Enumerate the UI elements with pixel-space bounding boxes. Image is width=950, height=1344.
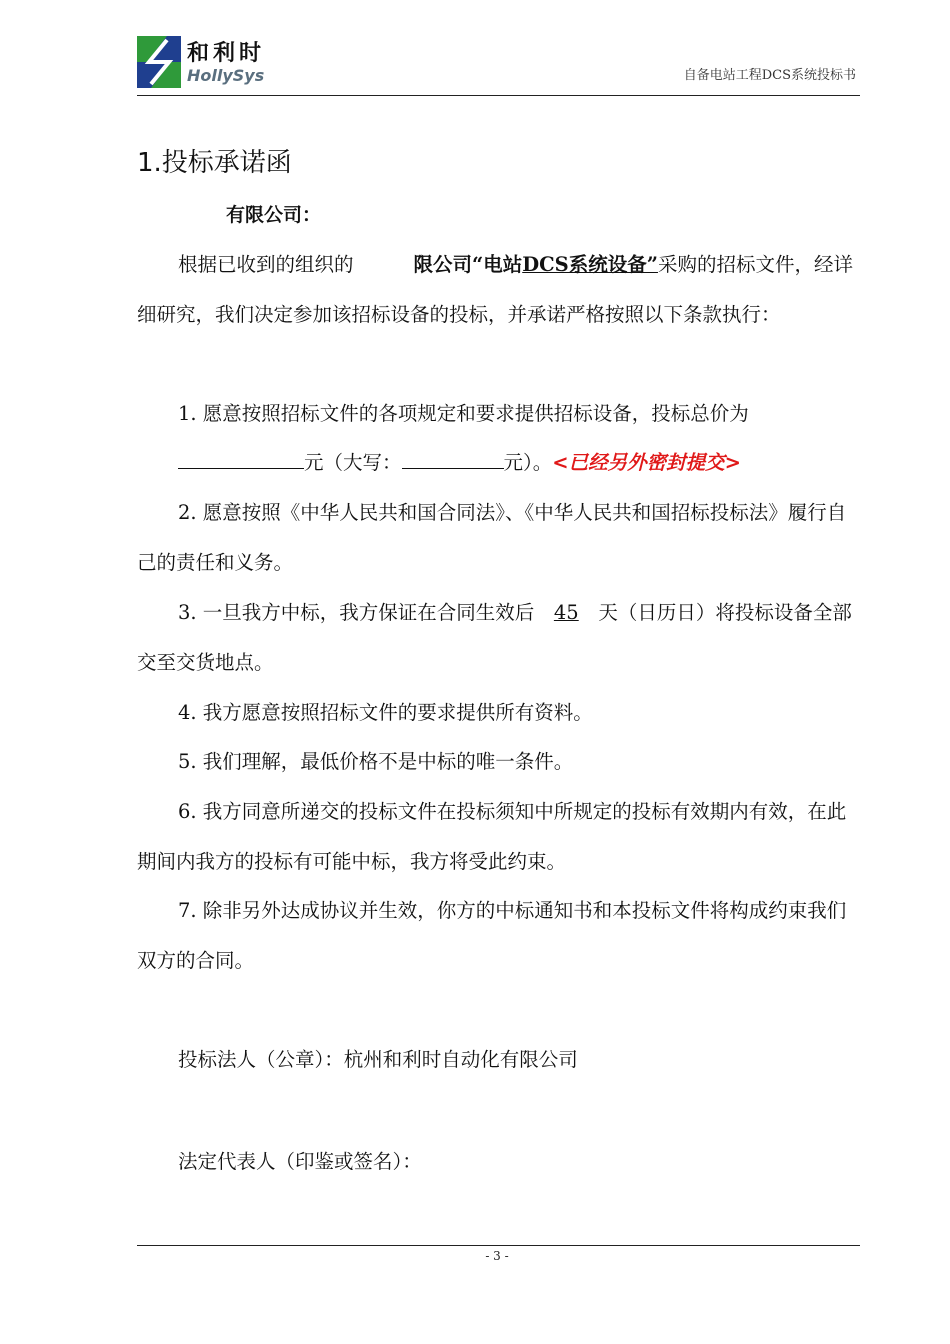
item-1-unit2: 元）。 [503, 451, 553, 474]
item-5: 5. 我们理解，最低价格不是中标的唯一条件。 [178, 750, 574, 773]
logo-chinese-text: 和利时 [187, 40, 266, 66]
addressee: 有限公司： [226, 204, 322, 226]
item-3 [137, 588, 859, 687]
header-divider [137, 95, 860, 96]
company-logo [137, 36, 277, 90]
item-2: 2. 愿意按照《中华人民共和国合同法》、《中华人民共和国招标投标法》履行自己的责任和义务。 [137, 501, 847, 574]
item-1 [137, 389, 859, 439]
total-price-blank[interactable] [178, 449, 304, 470]
delivery-days: 45 [553, 601, 579, 624]
intro-pre: 根据已收到的组织的 [178, 253, 354, 276]
section-heading: 1.投标承诺函 [137, 148, 292, 178]
intro-post: 采购的招标文件，经详细研究，我们决定参加该招标设备的投标，并承诺严格按照以下条款执行： [137, 253, 853, 326]
hollysys-logo-mark [137, 36, 181, 88]
intro-bold-underlined: DCS系统设备” [522, 253, 658, 276]
logo-english-text: HollySys [187, 66, 265, 85]
legal-representative-line: 法定代表人（印鉴或签名）： [178, 1150, 422, 1173]
bidder-signature-line: 投标法人（公章）：杭州和利时自动化有限公司 [178, 1048, 578, 1071]
sealed-note: <已经另外密封提交> [552, 451, 741, 474]
item-6: 6. 我方同意所递交的投标文件在投标须知中所规定的投标有效期内有效，在此期间内我方的投标有可能中标，我方将受此约束。 [137, 800, 847, 873]
document-header-title: 自备电站工程DCS系统投标书 [683, 68, 856, 83]
item-3-pre: 3. 一旦我方中标，我方保证在合同生效后 [178, 601, 535, 624]
item-3-post: 天（日历日）将投标设备全部交至交货地点。 [137, 601, 852, 674]
page-number: - 3 - [485, 1249, 509, 1263]
item-4: 4. 我方愿意按照招标文件的要求提供所有资料。 [178, 701, 593, 724]
item-1-text: 1. 愿意按照招标文件的各项规定和要求提供招标设备，投标总价为 [178, 402, 749, 425]
intro-paragraph [137, 240, 859, 339]
footer-divider [137, 1245, 860, 1246]
item-1-amount-line [137, 438, 859, 488]
price-in-words-blank[interactable] [402, 449, 504, 470]
intro-bold: 限公司“电站 [413, 253, 523, 276]
item-1-unit1: 元（大写： [304, 451, 402, 474]
item-7: 7. 除非另外达成协议并生效，你方的中标通知书和本投标文件将构成约束我们双方的合同。 [137, 899, 847, 972]
